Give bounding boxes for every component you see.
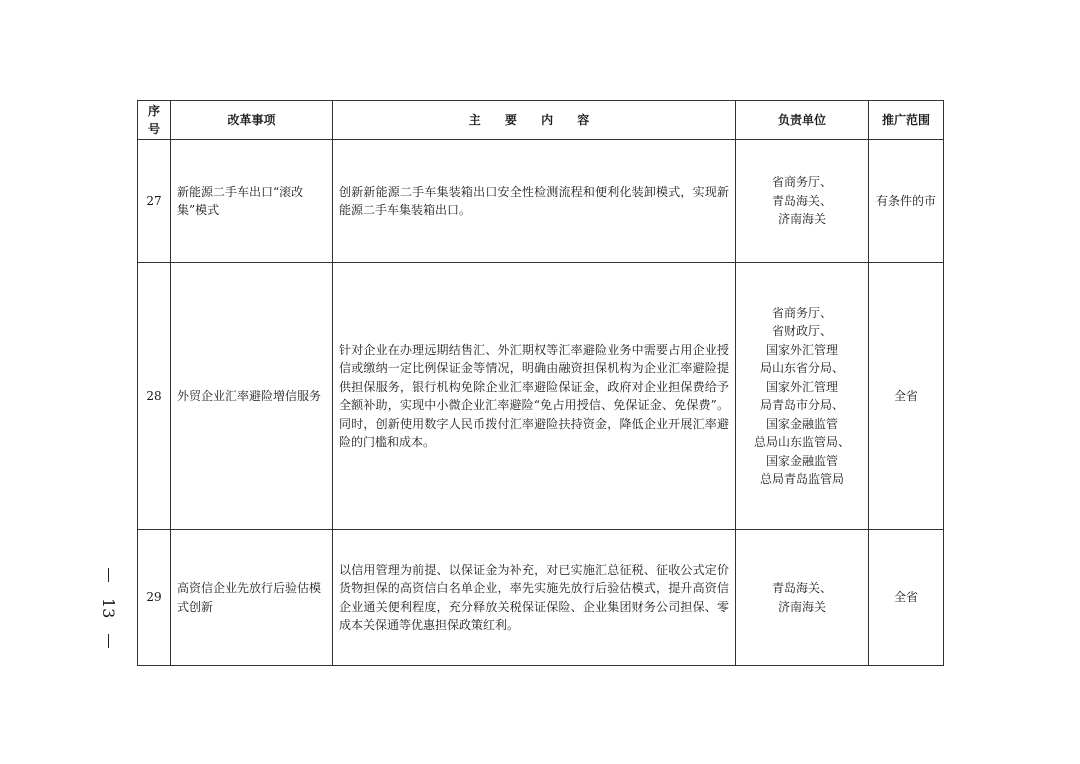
row-item: 外贸企业汇率避险增信服务 (171, 263, 333, 530)
table-header-row (138, 101, 944, 140)
unit-line: 省商务厅、 (771, 175, 832, 190)
header-content: 主 要 内 容 (333, 101, 736, 140)
unit-line: 局青岛市分局、 (759, 398, 844, 412)
row-content: 针对企业在办理远期结售汇、外汇期权等汇率避险业务中需要占用企业授信或缴纳一定比例保证金等情况，明确由融资担保机构为企业汇率避险提供担保服务，银行机构免除企业汇率避险保证金，政府对企业担保费给予全额补助，实现中小微企业汇率避险“免占用授信、免保证金、免保费”。同时，创新使用数字人民币拨付汇率避险扶持资金，降低企业开展汇率避险的门槛和成本。 (333, 263, 736, 530)
unit-line: 国家外汇管理 (765, 342, 838, 357)
row-scope: 全省 (869, 263, 944, 530)
unit-line: 国家金融监管 (765, 416, 838, 431)
table-row (138, 530, 944, 666)
row-item: 高资信企业先放行后验估模式创新 (171, 530, 333, 666)
unit-line: 青岛海关、 (771, 581, 832, 595)
header-item: 改革事项 (171, 101, 333, 140)
unit-line: 总局山东监管局、 (753, 435, 850, 449)
unit-line: 济南海关 (777, 599, 826, 614)
table-row (138, 263, 944, 530)
row-no: 28 (138, 263, 171, 530)
table-row (138, 140, 944, 263)
row-no: 29 (138, 530, 171, 666)
page-number-text: 13 (99, 597, 118, 619)
page-number-bottom-dash (108, 634, 109, 648)
unit-line: 国家外汇管理 (765, 379, 838, 394)
unit-line: 青岛海关、 (771, 193, 832, 208)
unit-line: 省商务厅、 (771, 305, 832, 320)
row-content: 创新新能源二手车集装箱出口安全性检测流程和便利化装卸模式，实现新能源二手车集装箱出口。 (333, 140, 736, 263)
row-units (736, 530, 869, 666)
row-scope: 全省 (869, 530, 944, 666)
unit-line: 总局青岛监管局 (759, 472, 844, 486)
row-scope: 有条件的市 (869, 140, 944, 263)
unit-line: 济南海关 (777, 212, 826, 227)
page-number-top-dash (108, 568, 109, 582)
header-unit: 负责单位 (736, 101, 869, 140)
row-units (736, 263, 869, 530)
reform-items-table (137, 100, 944, 666)
unit-line: 局山东省分局、 (759, 361, 844, 375)
row-content: 以信用管理为前提、以保证金为补充，对已实施汇总征税、征收公式定价货物担保的高资信白名单企业，率先实施先放行后验估模式，提升高资信企业通关便利程度，充分释放关税保证保险、企业集团财务公司担保、零成本关保通等优惠担保政策红利。 (333, 530, 736, 666)
row-no: 27 (138, 140, 171, 263)
row-units (736, 140, 869, 263)
unit-line: 国家金融监管 (765, 453, 838, 468)
header-scope: 推广范围 (869, 101, 944, 140)
page-number (96, 568, 120, 648)
header-no: 序号 (138, 101, 171, 140)
unit-line: 省财政厅、 (771, 324, 832, 338)
row-item: 新能源二手车出口“滚改集”模式 (171, 140, 333, 263)
